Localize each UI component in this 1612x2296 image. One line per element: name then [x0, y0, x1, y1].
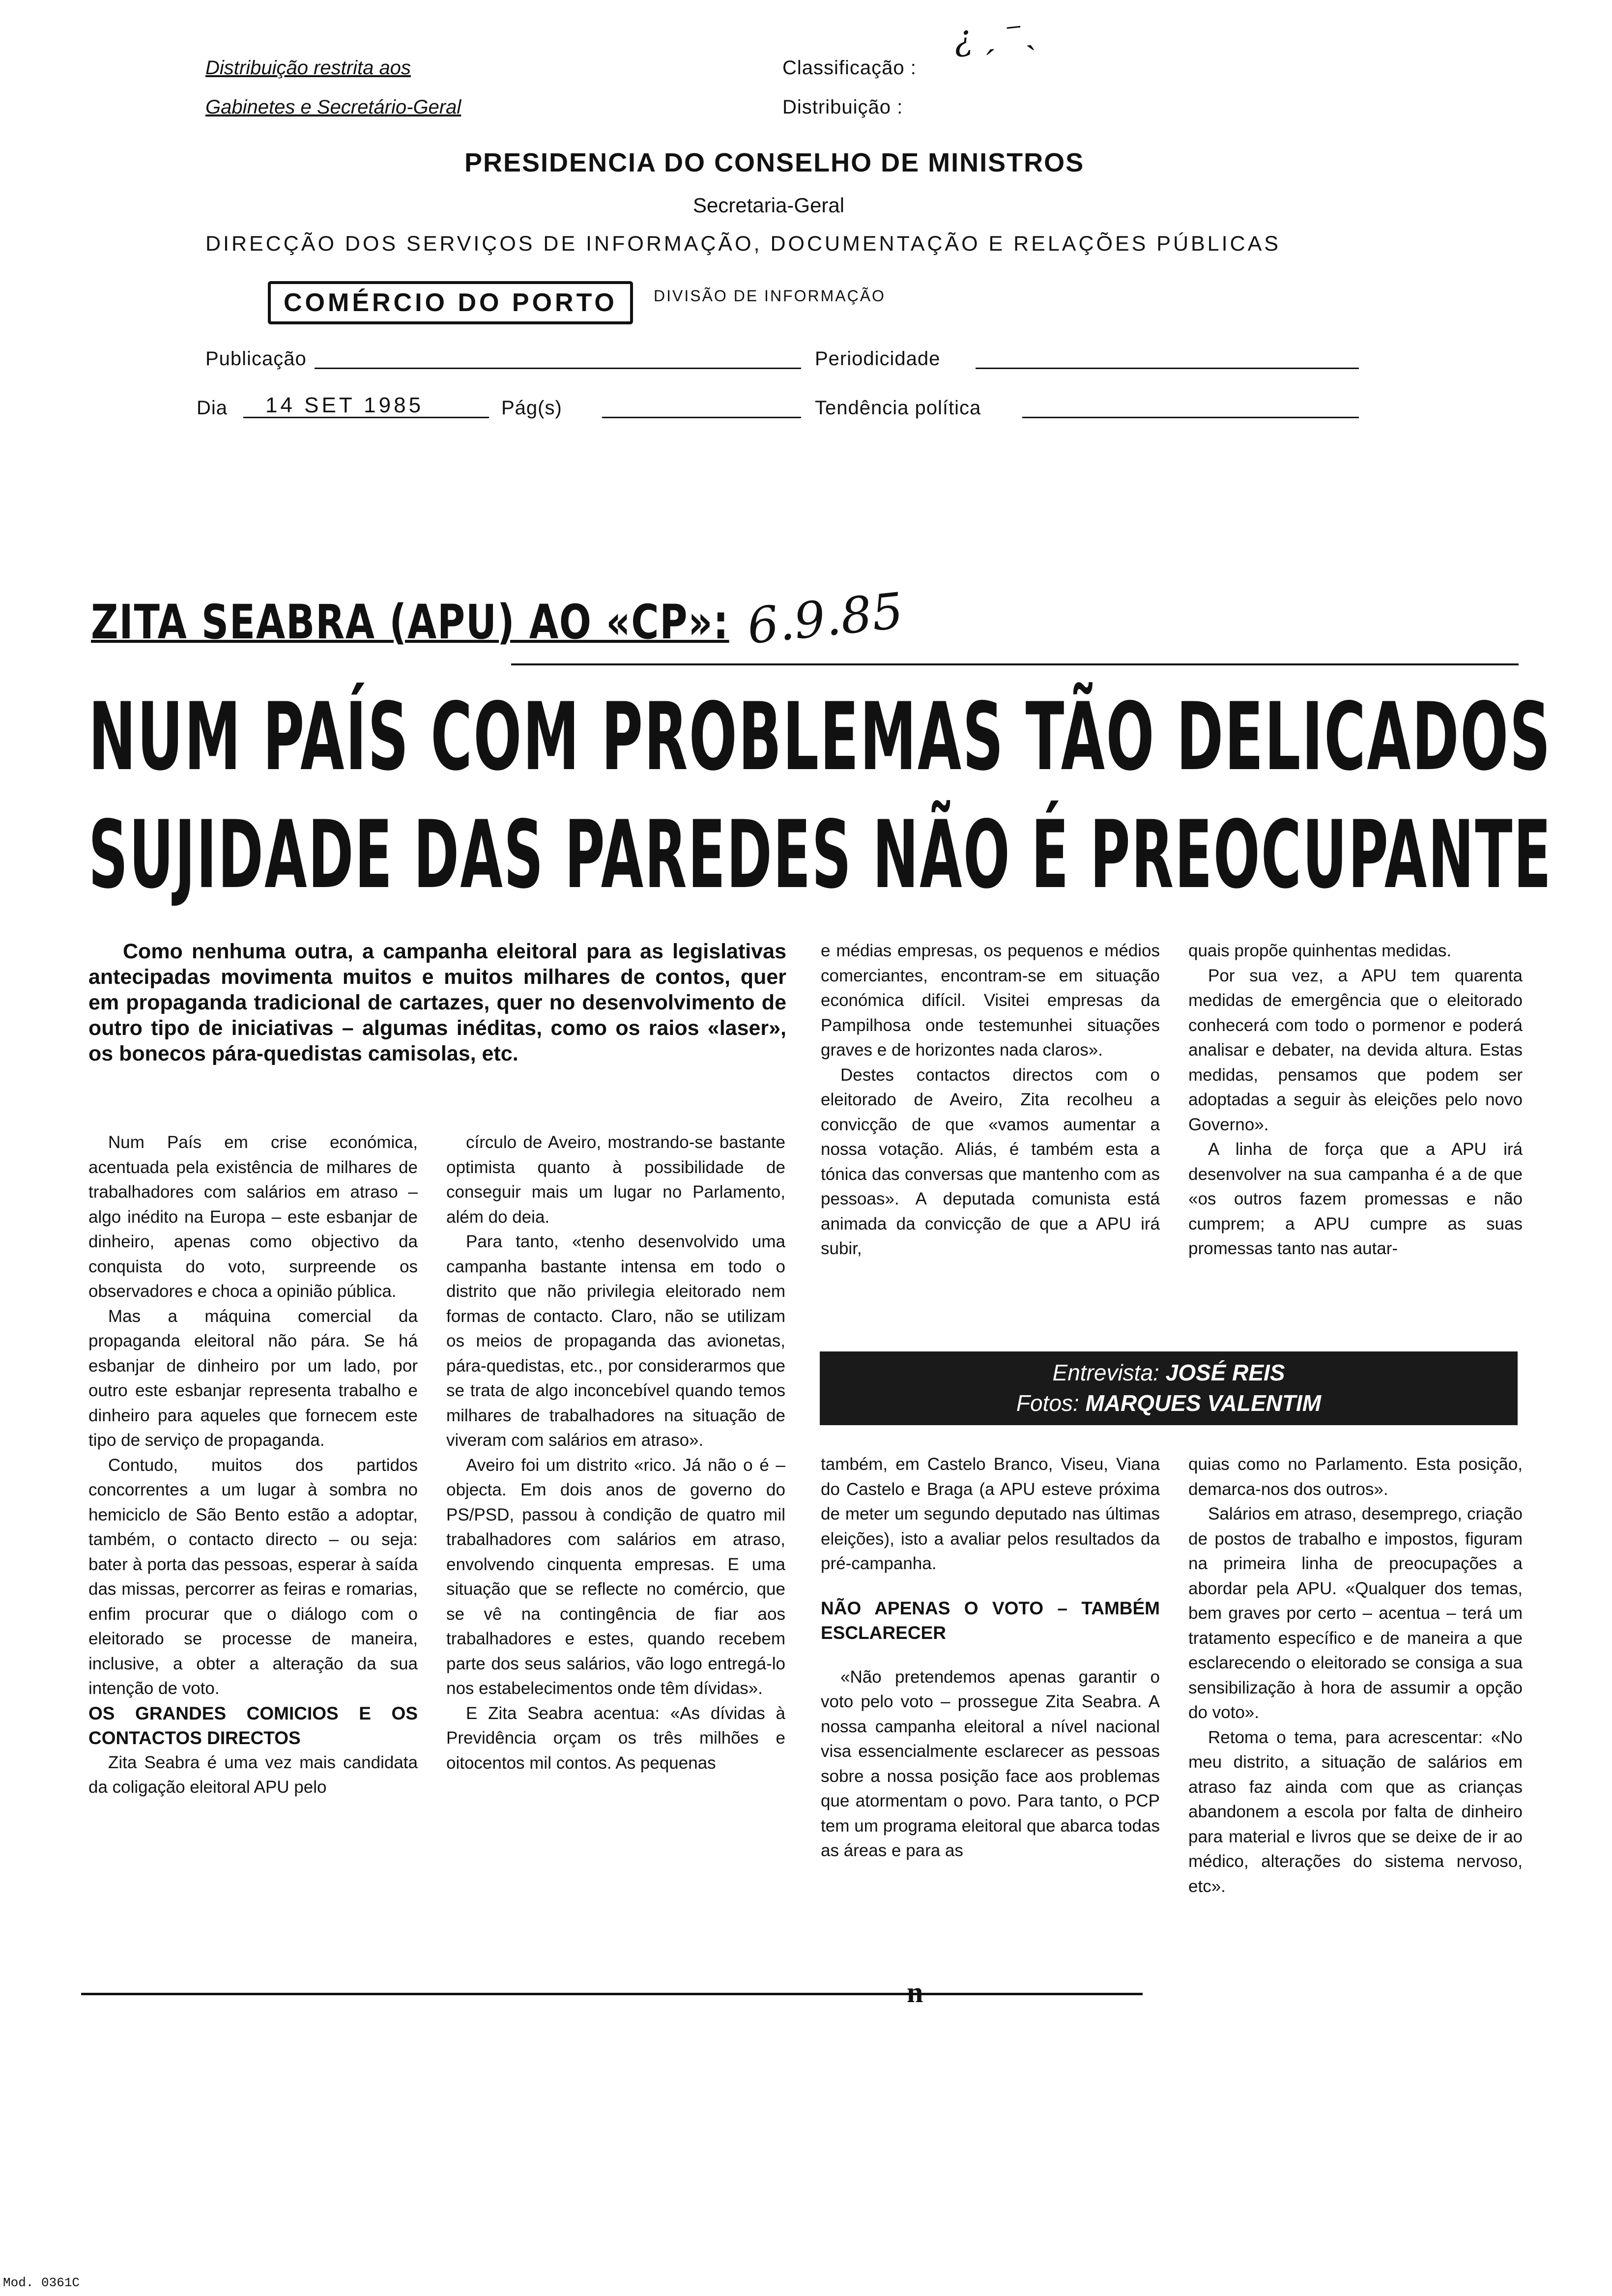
distribution-restriction-line1: Distribuição restrita aos — [205, 57, 411, 79]
paragraph: quais propõe quinhentas medidas. — [1188, 941, 1452, 960]
paragraph: também, em Castelo Branco, Viseu, Viana do Castelo e Braga (a APU esteve próxima de meter um segundo deputado nas últimas eleições), isto a avaliar pelos resultados da pré-campanha. — [821, 1455, 1160, 1573]
handwritten-date-note: 6.9.85 — [744, 581, 906, 656]
presidency-title: PRESIDENCIA DO CONSELHO DE MINISTROS — [464, 148, 1085, 177]
interview-credit — [820, 1357, 1518, 1388]
article-lead: Como nenhuma outra, a campanha eleitoral para as legislativas antecipadas movimenta muitos e muitos milhares de contos, quer em propaganda tradicional de cartazes, quer no desenvolvimento de outro tipo de iniciativas – algumas inéditas, como os raios «laser», os bonecos pára-quedistas camisolas, etc. — [88, 940, 786, 1065]
classification-label: Classificação : — [782, 57, 917, 79]
division-label: DIVISÃO DE INFORMAÇÃO — [654, 287, 886, 305]
distribution-restriction-line2: Gabinetes e Secretário-Geral — [205, 96, 461, 118]
article-kicker: ZITA SEABRA (APU) AO «CP»: — [91, 595, 729, 650]
paragraph: círculo de Aveiro, mostrando-se bastante optimista quanto à possibilidade de conseguir mais um lugar no Parlamento, além do deia. — [446, 1133, 785, 1227]
pages-label: Pág(s) — [501, 397, 562, 419]
interview-key: Entrevista: — [1052, 1360, 1159, 1385]
interviewer-name: JOSÉ REIS — [1165, 1360, 1285, 1385]
article-column-2 — [446, 1130, 785, 1776]
distribution-label: Distribuição : — [782, 96, 903, 118]
article-column-3-top — [821, 939, 1160, 1262]
paragraph: Por sua vez, a APU tem quarenta medidas de emergência que o eleitorado conhecerá com todo o pormenor e poderá analisar e debater, na devida altura. Estas medidas, pensamos que podem ser adoptadas a seguir às eleições pelo novo Governo». — [1188, 966, 1523, 1134]
headline-line-1: NUM PAÍS COM PROBLEMAS TÃO DELICADOS — [88, 683, 1552, 791]
paragraph: e médias empresas, os pequenos e médios comerciantes, encontram-se em situação económica difícil. Visitei empresas da Pampilhosa onde testemunhei situações graves e de horizontes nada claros». — [821, 941, 1160, 1060]
day-label: Dia — [197, 397, 228, 419]
paragraph: quias como no Parlamento. Esta posição, demarca-nos dos outros». — [1188, 1455, 1523, 1499]
article-column-3-bottom — [821, 1452, 1160, 1864]
newspaper-stamp: COMÉRCIO DO PORTO — [268, 281, 633, 324]
political-tendency-label: Tendência política — [815, 397, 981, 419]
paragraph: Contudo, muitos dos partidos concorrentes a um lugar à sombra no hemiciclo de São Bento estão a adoptar, também, o contacto directo – ou seja: bater à porta das pessoas, esperar à saída das missas, percorrer as feiras e romarias, enfim procurar que o diálogo com o eleitorado se processe de maneira, inclusive, a obter a alteração da sua intenção de voto. — [88, 1455, 418, 1698]
publication-label: Publicação — [205, 348, 307, 370]
directorate-title: DIRECÇÃO DOS SERVIÇOS DE INFORMAÇÃO, DOCUMENTAÇÃO E RELAÇÕES PÚBLICAS — [205, 232, 1281, 256]
paragraph: E Zita Seabra acentua: «As dívidas à Previdência orçam os três milhões e oitocentos mil contos. As pequenas — [446, 1703, 785, 1773]
publication-line — [315, 368, 801, 369]
article-column-4-bottom — [1188, 1452, 1523, 1899]
paragraph: Aveiro foi um distrito «rico. Já não o é – objecta. Em dois anos de governo do PS/PSD, passou à condição de quatro mil trabalhadores com salários em atraso, envolvendo cinquenta empresas. E uma situação que se reflecte no comércio, que se vê na contingência de fiar aos trabalhadores e estes, quando recebem parte dos seus salários, vão logo entregá-lo nos estabelecimentos onde têm dívidas». — [446, 1455, 785, 1698]
photo-credit — [820, 1388, 1518, 1418]
paragraph: Para tanto, «tenho desenvolvido uma campanha bastante intensa em todo o distrito que não privilegia eleitorado nem formas de contacto. Claro, não se utilizam os meios de propaganda das avionetas, pára-quedistas, etc., por considerarmos que se trata de algo inconcebível quando temos milhares de trabalhadores na situação de viveram com salários em atraso». — [446, 1232, 785, 1450]
subheading-esclarecer: NÃO APENAS O VOTO – TAMBÉM ESCLARECER — [821, 1598, 1160, 1643]
article-column-4-top — [1188, 939, 1523, 1262]
article-column-1 — [88, 1130, 418, 1800]
periodicity-line — [976, 368, 1359, 369]
paragraph: A linha de força que a APU irá desenvolver na sua campanha é a de que «os outros fazem promessas e não cumprem; a APU cumpre as suas promessas tanto nas autar- — [1188, 1140, 1523, 1258]
photos-key: Fotos: — [1016, 1390, 1079, 1416]
paragraph: Destes contactos directos com o eleitorado de Aveiro, Zita recolheu a convicção de que «vamos aumentar a nossa votação. Aliás, é também esta a tónica das conversas que mantenho com as pessoas». A deputada comunista está animada da convicção de que a APU irá subir, — [821, 1065, 1160, 1258]
photographer-name: MARQUES VALENTIM — [1085, 1390, 1322, 1416]
day-value: 14 SET 1985 — [265, 393, 424, 417]
secretariat-label: Secretaria-Geral — [693, 194, 845, 217]
interview-credits-banner — [820, 1351, 1518, 1425]
handwritten-mark: ¿ ˏ ⁻ˎ — [951, 10, 1037, 59]
paragraph: «Não pretendemos apenas garantir o voto pelo voto – prossegue Zita Seabra. A nossa campanha eleitoral a nível nacional visa essencialmente esclarecer as pessoas sobre a nossa posição face aos problemas que atormentam o povo. Para tanto, o PCP tem um programa eleitoral que abarca todas as áreas e para as — [821, 1667, 1160, 1860]
form-code: Mod. 0361C — [3, 2275, 80, 2290]
paragraph: Retoma o tema, para acrescentar: «No meu distrito, a situação de salários em atraso faz ainda com que as crianças abandonem a escola por falta de dinheiro para material e livros que se deixe de ir ao médico, alterações do sistema nervoso, etc». — [1188, 1727, 1523, 1896]
periodicity-label: Periodicidade — [815, 348, 941, 370]
footer-rule — [81, 1993, 1143, 1995]
headline-line-2: SUJIDADE DAS PAREDES NÃO É PREOCUPANTE — [88, 801, 1553, 909]
footer-mark: n — [907, 1976, 923, 2009]
paragraph: Num País em crise económica, acentuada pela existência de milhares de trabalhadores com salários em atraso – algo inédito na Europa – este esbanjar de dinheiro, apenas como objectivo da conquista do voto, surpreende os observadores e choca a opinião pública. — [88, 1133, 418, 1301]
headline-rule — [511, 663, 1519, 665]
paragraph: Mas a máquina comercial da propaganda eleitoral não pára. Se há esbanjar de dinheiro por um lado, por outro este esbanjar representa trabalho e dinheiro para aqueles que fornecem este tipo de serviço de propaganda. — [88, 1306, 418, 1450]
pages-line — [602, 417, 801, 418]
paragraph: Salários em atraso, desemprego, criação de postos de trabalho e impostos, figuram na primeira linha de preocupações a abordar pela APU. «Qualquer dos temas, bem graves por certo – acentua – terá um tratamento específico e de maneira a que esclarecendo o eleitorado se consiga a sua sensibilização à hora de assumir a opção do voto». — [1188, 1504, 1523, 1722]
subheading-comicios: OS GRANDES COMICIOS E OS CONTACTOS DIRECTOS — [88, 1703, 418, 1748]
paragraph: Zita Seabra é uma vez mais candidata da coligação eleitoral APU pelo — [88, 1752, 418, 1797]
political-tendency-line — [1022, 417, 1359, 418]
